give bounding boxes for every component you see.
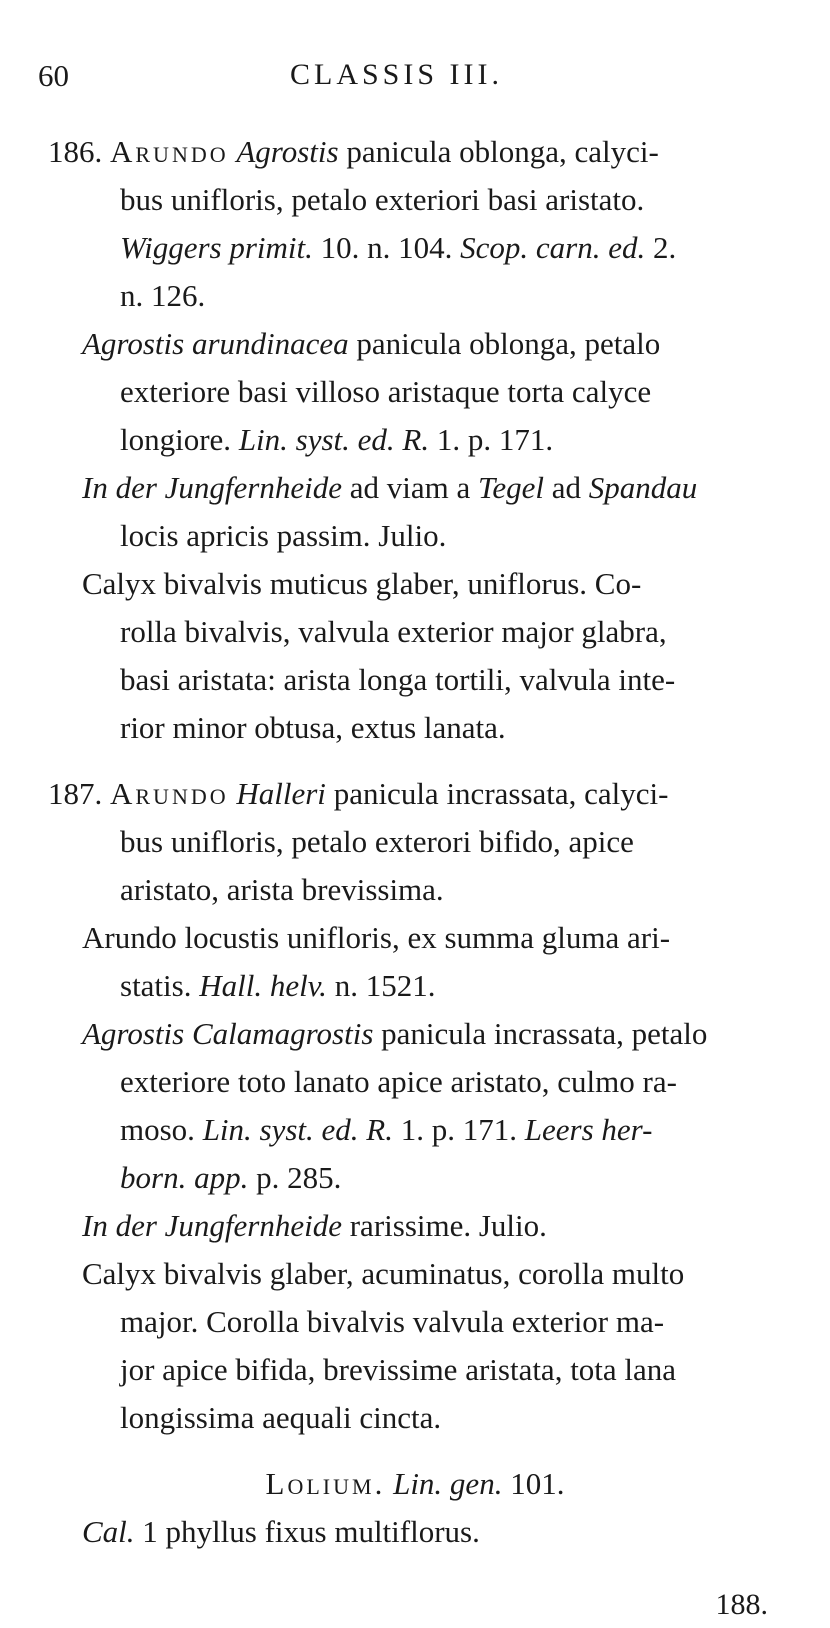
entry-number: 186. — [48, 134, 103, 169]
genus-name: Arundo — [110, 134, 229, 169]
synonym-text: panicula oblonga, petalo — [356, 326, 661, 361]
citation-author: Wiggers primit. — [120, 230, 313, 265]
synonym-line — [0, 320, 830, 368]
locality-name: In der Jungfernheide — [82, 1208, 342, 1243]
synonym-name: Agrostis arundinacea — [82, 326, 349, 361]
entry-187-line-2: bus unifloris, petalo exterori bifido, apice — [120, 824, 634, 859]
diagnosis-text: panicula oblonga, calyci- — [346, 134, 659, 169]
citation-ref: 1. p. 171. — [436, 422, 554, 457]
description-line: Calyx bivalvis glaber, acuminatus, corolla multo — [82, 1256, 685, 1291]
habitat-text: rarissime. Julio. — [349, 1208, 547, 1243]
habitat-text: ad viam a — [349, 470, 471, 505]
entry-186 — [0, 128, 830, 752]
entry-186-line-3 — [0, 224, 830, 272]
description-line: rior minor obtusa, extus lanata. — [120, 710, 506, 745]
species-name: Halleri — [236, 776, 326, 811]
synonym-line — [0, 1010, 830, 1058]
running-title: CLASSIS III. — [290, 58, 504, 91]
citation-ref: n. 1521. — [334, 968, 436, 1003]
calyx-label: Cal. — [82, 1514, 135, 1549]
synonym-line: Arundo locustis unifloris, ex summa gluma ari- — [82, 920, 671, 955]
description-line: longissima aequali cincta. — [120, 1400, 442, 1435]
calyx-line — [0, 1508, 830, 1556]
page-number: 60 — [38, 58, 69, 93]
synonym-line — [0, 416, 830, 464]
calyx-text: 1 phyllus fixus multiflorus. — [142, 1514, 480, 1549]
locality-name: Tegel — [478, 470, 545, 505]
diagnosis-text: panicula incrassata, calyci- — [333, 776, 669, 811]
synonym-text: longiore. — [120, 422, 232, 457]
synonym-line — [0, 1154, 830, 1202]
synonym-name: Agrostis Calamagrostis — [82, 1016, 374, 1051]
citation-ref: 10. n. 104. — [320, 230, 453, 265]
description-line: basi aristata: arista longa tortili, valvula inte- — [120, 662, 676, 697]
citation-author: Lin. syst. ed. R. — [238, 422, 430, 457]
citation-author: Hall. helv. — [199, 968, 327, 1003]
citation-ref: 101. — [510, 1466, 565, 1501]
entry-186-line-1 — [0, 128, 830, 176]
genus-lolium — [0, 1460, 830, 1556]
locality-name: Spandau — [588, 470, 698, 505]
description-line: major. Corolla bivalvis valvula exterior ma- — [120, 1304, 665, 1339]
synonym-text: moso. — [120, 1112, 195, 1147]
synonym-line — [0, 962, 830, 1010]
locality-name: In der Jungfernheide — [82, 470, 342, 505]
entry-187 — [0, 770, 830, 1442]
description-line: Calyx bivalvis muticus glaber, uniflorus. Co- — [82, 566, 642, 601]
entry-186-line-2: bus unifloris, petalo exteriori basi aristato. — [120, 182, 645, 217]
synonym-line: exteriore toto lanato apice aristato, culmo ra- — [120, 1064, 677, 1099]
entry-187-line-1 — [0, 770, 830, 818]
description-line: jor apice bifida, brevissime aristata, tota lana — [120, 1352, 677, 1387]
genus-name: Arundo — [110, 776, 229, 811]
citation-author: Scop. carn. ed. — [460, 230, 646, 265]
habitat-text: ad — [551, 470, 582, 505]
habitat-line: locis apricis passim. Julio. — [120, 518, 447, 553]
page-body — [0, 128, 830, 1556]
running-header — [0, 58, 830, 102]
citation-author: Leers her- — [524, 1112, 653, 1147]
genus-heading — [0, 1460, 830, 1508]
citation-ref: 1. p. 171. — [400, 1112, 517, 1147]
citation-ref: p. 285. — [256, 1160, 342, 1195]
entry-number: 187. — [48, 776, 103, 811]
entry-186-line-4: n. 126. — [120, 278, 206, 313]
habitat-line — [0, 1202, 830, 1250]
citation-author: born. app. — [120, 1160, 249, 1195]
habitat-line — [0, 464, 830, 512]
synonym-line — [0, 1106, 830, 1154]
synonym-text: statis. — [120, 968, 192, 1003]
genus-name: Lolium. — [265, 1466, 386, 1501]
citation-author: Lin. syst. ed. R. — [202, 1112, 393, 1147]
citation-ref: 2. — [653, 230, 677, 265]
synonym-line: exteriore basi villoso aristaque torta calyce — [120, 374, 652, 409]
synonym-text: panicula incrassata, petalo — [381, 1016, 708, 1051]
species-name: Agrostis — [236, 134, 339, 169]
description-line: rolla bivalvis, valvula exterior major glabra, — [120, 614, 667, 649]
catchword: 188. — [715, 1588, 768, 1621]
citation-author: Lin. gen. — [393, 1466, 503, 1501]
entry-187-line-3: aristato, arista brevissima. — [120, 872, 444, 907]
